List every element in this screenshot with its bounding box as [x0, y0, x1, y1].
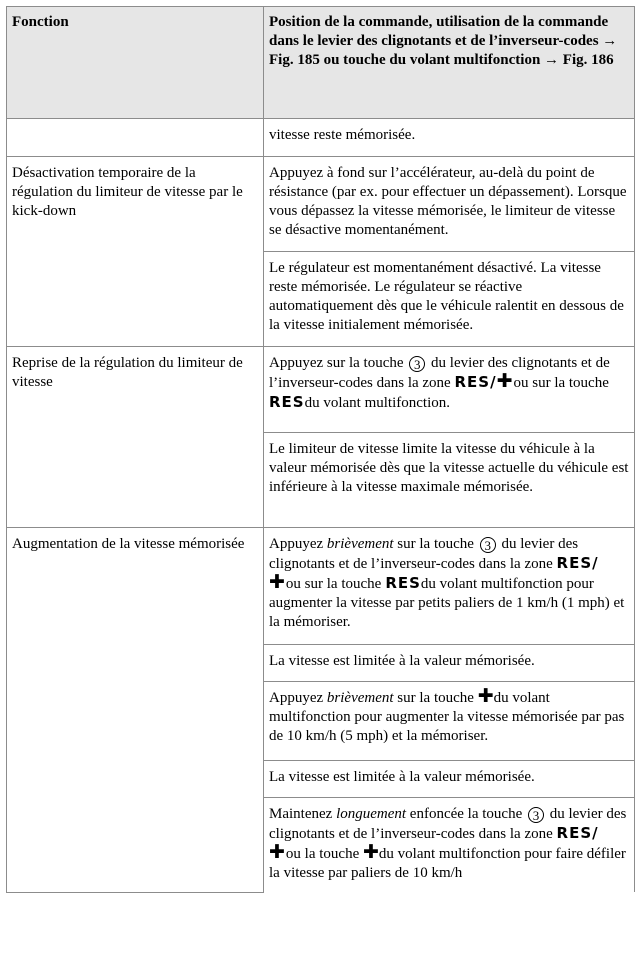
circled-number-3-icon: 3: [480, 537, 496, 553]
fig-185-link[interactable]: Fig. 185: [269, 52, 320, 68]
table-cell: vitesse reste mémorisée.: [264, 119, 635, 157]
text-span: du volant multifonction pour augmenter la vitesse mémorisée par pas de 10 km/h (5 mph) et la mémoriser.: [269, 690, 625, 744]
table-header-row: [7, 7, 635, 119]
action-cell: [264, 798, 635, 893]
result-cell: La vitesse est limitée à la valeur mémorisée.: [264, 645, 635, 682]
text-span: enfoncée la touche: [409, 806, 523, 822]
text-span: sur la touche: [397, 690, 474, 706]
circled-number-3-icon: 3: [409, 356, 425, 372]
text-span: du levier des clignotants et de l’inverseur-codes dans la zone: [269, 355, 610, 391]
text-span: Appuyez sur la touche: [269, 355, 404, 371]
res-label: RES/: [454, 373, 497, 391]
action-cell: [264, 528, 635, 645]
fonction-cell: Reprise de la régulation du limiteur de vitesse: [7, 347, 264, 528]
header-position-text: Position de la commande, utilisation de la commande dans le levier des clignotants et de l’inverseur-codes: [269, 14, 609, 49]
text-span: du levier des clignotants et de l’inverseur-codes dans la zone: [269, 536, 579, 572]
plus-icon: ✚: [362, 841, 379, 863]
fonction-cell: Désactivation temporaire de la régulation du limiteur de vitesse par le kick-down: [7, 157, 264, 347]
table-cell: [7, 119, 264, 157]
plus-icon: ✚: [477, 685, 494, 707]
fonction-cell: Augmentation de la vitesse mémorisée: [7, 528, 264, 893]
text-span: du volant multifonction pour faire défiler la vitesse par paliers de 10 km/h: [269, 846, 626, 881]
arrow-icon: →: [602, 33, 618, 49]
emphasis-text: brièvement: [326, 536, 394, 552]
res-symbol: RES: [385, 574, 421, 592]
text-span: Appuyez: [269, 536, 324, 552]
text-span: ou sur la touche: [285, 576, 382, 592]
function-table: [6, 6, 635, 893]
table-row: [7, 347, 635, 433]
res-label: RES/: [556, 824, 599, 842]
text-span: ou sur la touche: [513, 375, 609, 391]
table-row: [7, 528, 635, 645]
header-fonction: Fonction: [7, 7, 264, 119]
res-plus-symbol: [454, 370, 514, 392]
arrow-icon: →: [544, 52, 560, 68]
text-span: du levier des clignotants et de l’inverseur-codes dans la zone: [269, 806, 627, 842]
emphasis-text: longuement: [336, 806, 407, 822]
plus-icon: ✚: [269, 841, 286, 863]
text-span: du volant multifonction.: [304, 395, 451, 411]
res-symbol: RES: [269, 393, 305, 411]
header-or-text: ou touche du volant multifonction: [323, 52, 541, 68]
table-row: [7, 119, 635, 157]
circled-number-3-icon: 3: [528, 807, 544, 823]
result-cell: La vitesse est limitée à la valeur mémorisée.: [264, 761, 635, 798]
action-cell: Appuyez à fond sur l’accélérateur, au-delà du point de résistance (par ex. pour effectuer un dépassement). Lorsque vous dépassez la vitesse mémorisée, le limiteur de vitesse se désactive momentanément.: [264, 157, 635, 252]
text-span: Maintenez: [269, 806, 333, 822]
res-label: RES/: [556, 554, 599, 572]
action-cell: [264, 682, 635, 761]
plus-icon: ✚: [269, 571, 286, 593]
plus-icon: ✚: [496, 370, 514, 392]
text-span: du volant multifonction pour augmenter la vitesse par petits paliers de 1 km/h (1 mph) et la mémoriser.: [269, 576, 625, 630]
result-cell: Le limiteur de vitesse limite la vitesse du véhicule à la valeur mémorisée dès que la vitesse actuelle du véhicule est inférieure à la vitesse maximale mémorisée.: [264, 433, 635, 528]
header-position: [264, 7, 635, 119]
table-row: [7, 157, 635, 252]
fig-186-link[interactable]: Fig. 186: [562, 52, 614, 68]
result-cell: Le régulateur est momentanément désactivé. La vitesse reste mémorisée. Le régulateur se réactive automatiquement dès que le véhicule ralentit en dessous de la vitesse initialement mémorisée.: [264, 252, 635, 347]
action-cell: [264, 347, 635, 433]
text-span: Appuyez: [269, 690, 324, 706]
text-span: ou la touche: [285, 846, 360, 862]
text-span: sur la touche: [397, 536, 474, 552]
emphasis-text: brièvement: [326, 690, 394, 706]
